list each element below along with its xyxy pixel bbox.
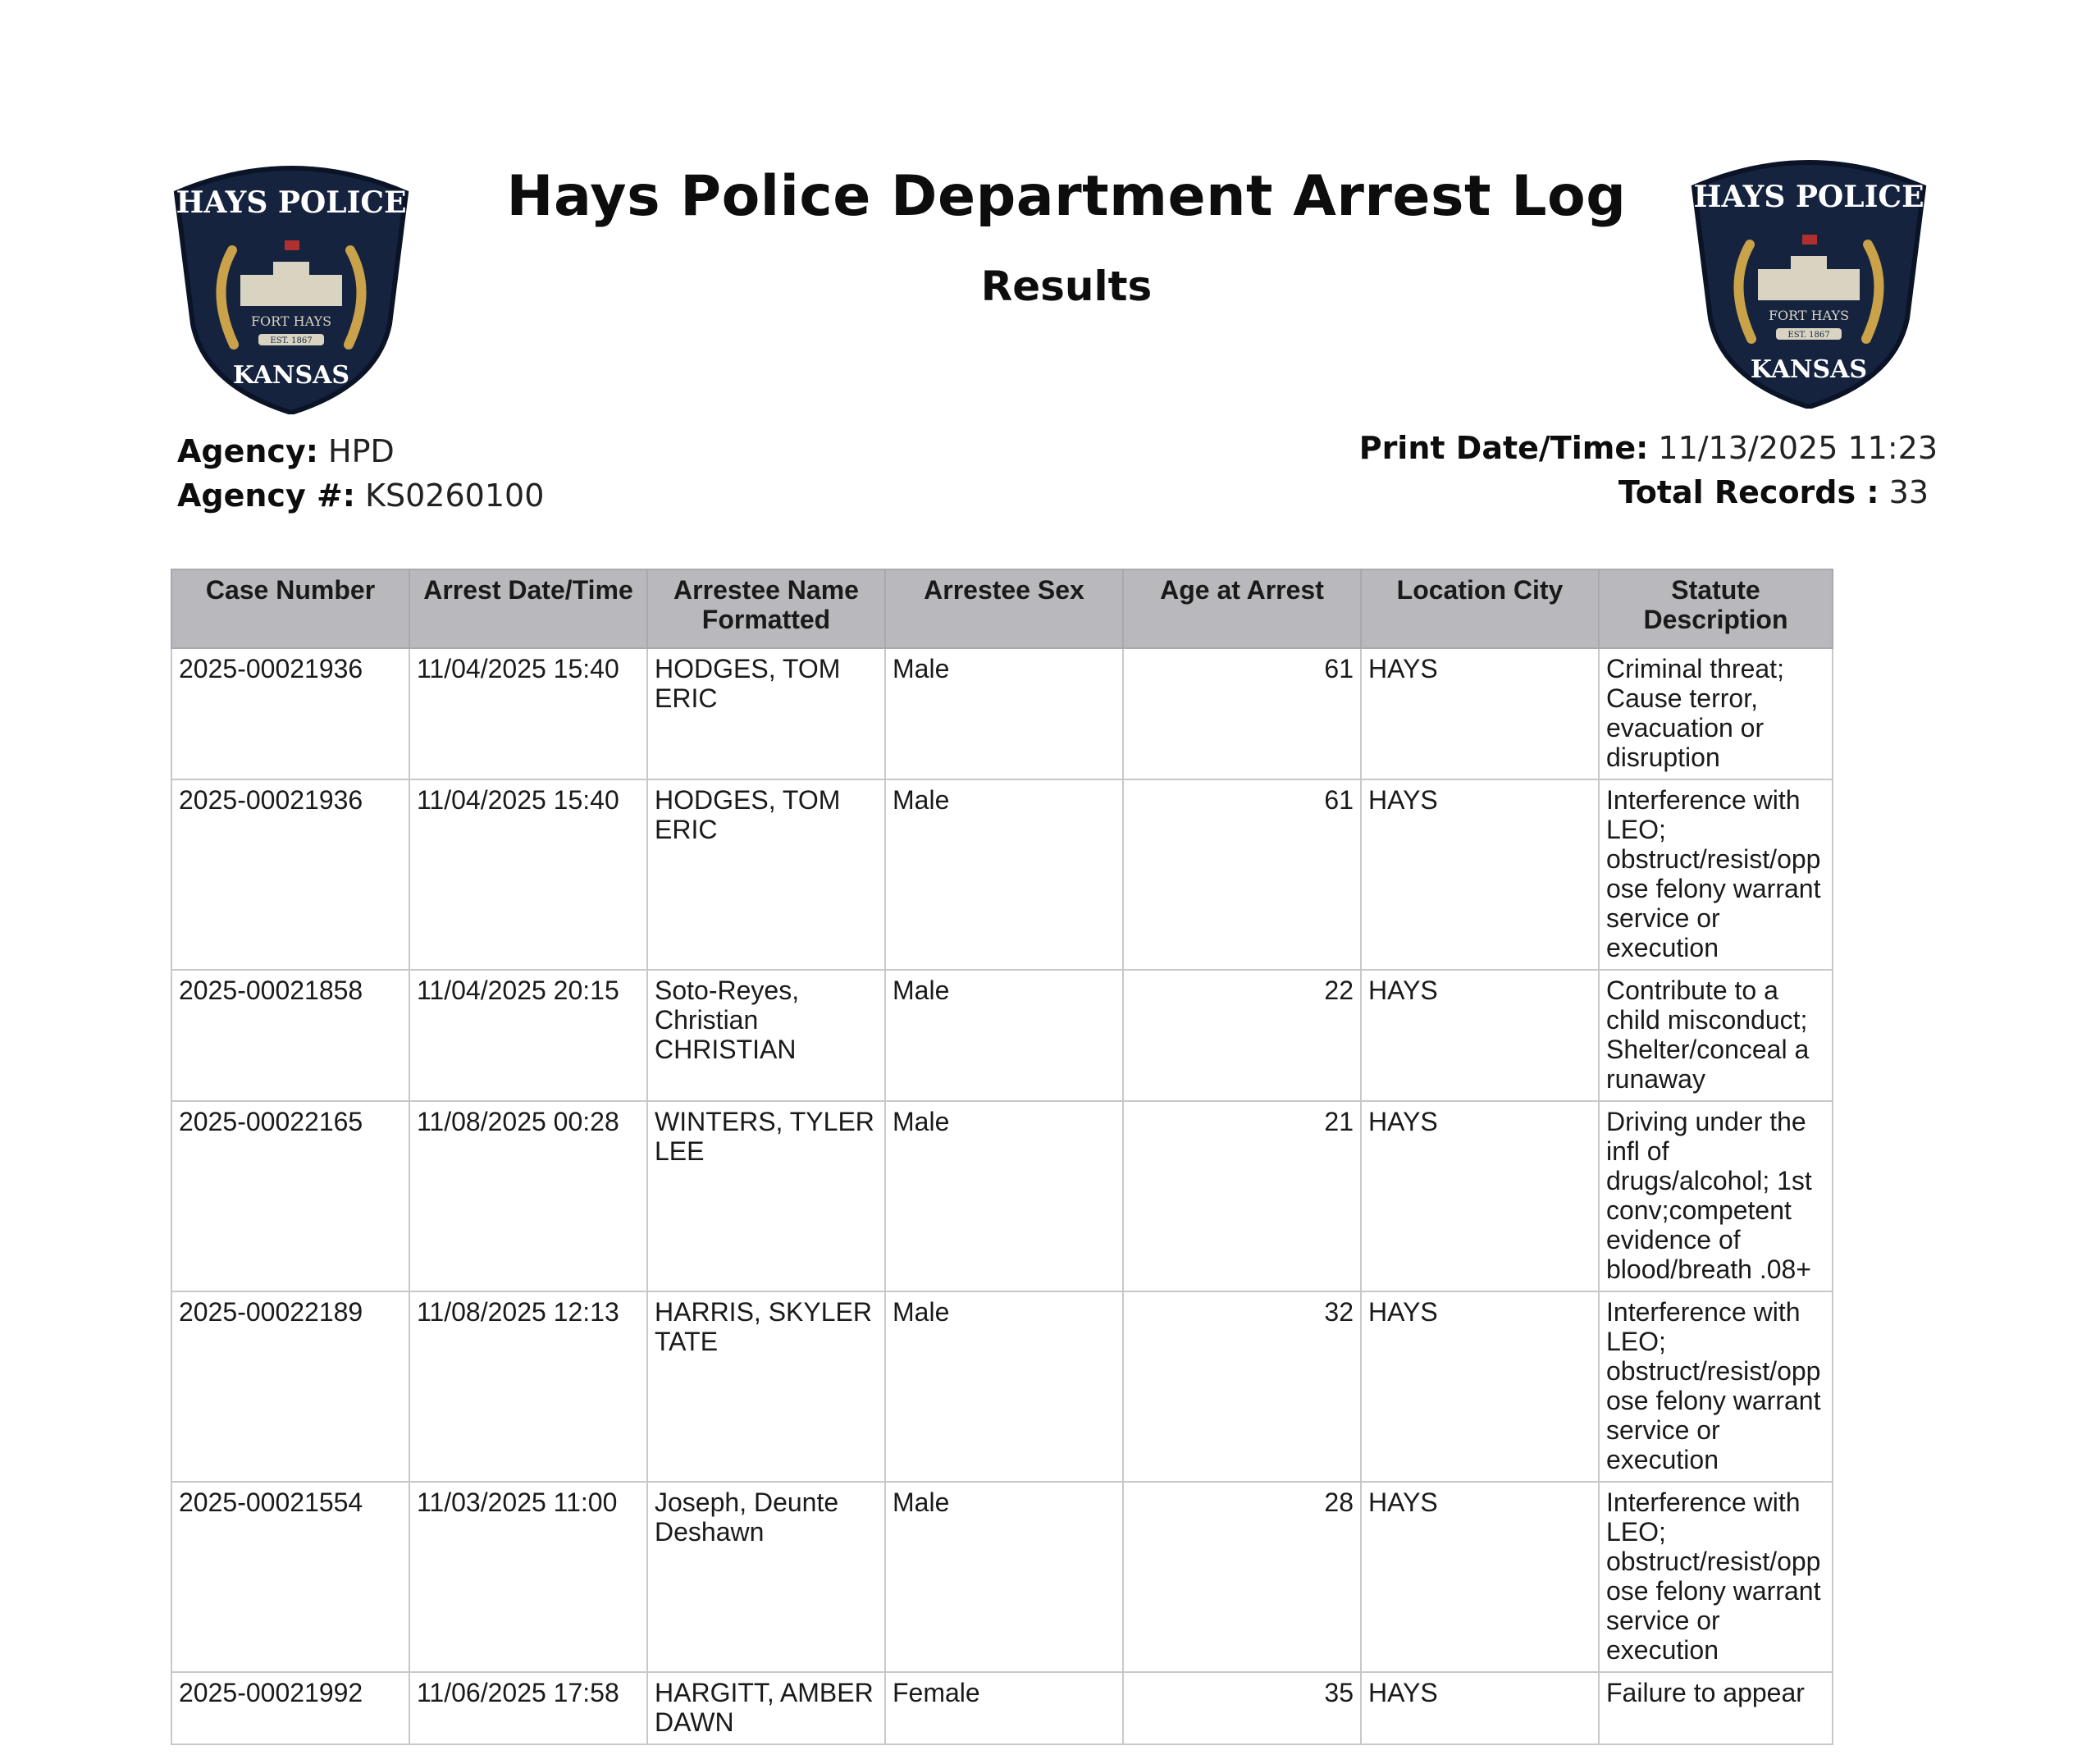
police-badge-logo bbox=[1686, 146, 1932, 409]
agency-number-line bbox=[177, 478, 544, 514]
arrestee-name-cell: HODGES, TOM ERIC bbox=[647, 779, 885, 970]
badge-top-text: HAYS POLICE bbox=[176, 185, 407, 220]
table-row bbox=[171, 648, 1833, 779]
arrest-datetime-cell: 11/06/2025 17:58 bbox=[409, 1672, 647, 1744]
arrestee-sex-cell: Male bbox=[885, 779, 1123, 970]
case-number-cell: 2025-00022189 bbox=[171, 1291, 409, 1482]
total-records-value: 33 bbox=[1888, 474, 1929, 510]
badge-bottom-text: KANSAS bbox=[1750, 355, 1868, 384]
location-city-cell: HAYS bbox=[1361, 779, 1599, 970]
location-city-cell: HAYS bbox=[1361, 1482, 1599, 1672]
arrest-log-table bbox=[171, 569, 1833, 1745]
table-row bbox=[171, 970, 1833, 1101]
arrestee-sex-cell: Male bbox=[885, 970, 1123, 1101]
agency-number-value: KS0260100 bbox=[365, 478, 545, 514]
page-title: Hays Police Department Arrest Log bbox=[506, 164, 1627, 229]
case-number-cell: 2025-00021554 bbox=[171, 1482, 409, 1672]
case-number-cell: 2025-00021936 bbox=[171, 779, 409, 970]
badge-est-text: EST. 1867 bbox=[1787, 331, 1830, 340]
statute-description-cell: Interference with LEO; obstruct/resist/oppose felony warrant service or execution bbox=[1599, 1291, 1833, 1482]
arrestee-name-cell: HODGES, TOM ERIC bbox=[647, 648, 885, 779]
case-number-cell: 2025-00021936 bbox=[171, 648, 409, 779]
arrest-datetime-cell: 11/04/2025 15:40 bbox=[409, 779, 647, 970]
arrest-datetime-cell: 11/08/2025 00:28 bbox=[409, 1101, 647, 1291]
statute-description-cell: Driving under the infl of drugs/alcohol; 1st conv;competent evidence of blood/breath .08+ bbox=[1599, 1101, 1833, 1291]
column-header-case-number: Case Number bbox=[171, 569, 409, 648]
arrestee-name-cell: WINTERS, TYLER LEE bbox=[647, 1101, 885, 1291]
location-city-cell: HAYS bbox=[1361, 1101, 1599, 1291]
column-header-statute-description: Statute Description bbox=[1599, 569, 1833, 648]
age-cell: 61 bbox=[1123, 648, 1361, 779]
age-cell: 35 bbox=[1123, 1672, 1361, 1744]
statute-description-cell: Contribute to a child misconduct; Shelter/conceal a runaway bbox=[1599, 970, 1833, 1101]
print-datetime-value: 11/13/2025 11:23 bbox=[1658, 430, 1938, 466]
badge-middle-text: FORT HAYS bbox=[250, 313, 332, 329]
print-datetime-label: Print Date/Time: bbox=[1358, 430, 1649, 466]
badge-middle-text: FORT HAYS bbox=[1768, 308, 1850, 323]
column-header-arrest-datetime: Arrest Date/Time bbox=[409, 569, 647, 648]
column-header-age-at-arrest: Age at Arrest bbox=[1123, 569, 1361, 648]
arrestee-sex-cell: Male bbox=[885, 1101, 1123, 1291]
badge-est-text: EST. 1867 bbox=[270, 336, 313, 345]
statute-description-cell: Interference with LEO; obstruct/resist/oppose felony warrant service or execution bbox=[1599, 779, 1833, 970]
age-cell: 32 bbox=[1123, 1291, 1361, 1482]
table-row bbox=[171, 779, 1833, 970]
column-header-arrestee-sex: Arrestee Sex bbox=[885, 569, 1123, 648]
agency-number-label: Agency #: bbox=[177, 478, 355, 514]
column-header-arrestee-name: Arrestee Name Formatted bbox=[647, 569, 885, 648]
flag-icon bbox=[1802, 235, 1817, 244]
column-header-location-city: Location City bbox=[1361, 569, 1599, 648]
arrestee-name-cell: Soto-Reyes, Christian CHRISTIAN bbox=[647, 970, 885, 1101]
total-records-line bbox=[1618, 474, 1929, 510]
location-city-cell: HAYS bbox=[1361, 1672, 1599, 1744]
table-row bbox=[171, 1101, 1833, 1291]
statute-description-cell: Criminal threat; Cause terror, evacuation or disruption bbox=[1599, 648, 1833, 779]
age-cell: 28 bbox=[1123, 1482, 1361, 1672]
fort-building-icon bbox=[240, 275, 342, 306]
police-badge-logo bbox=[168, 152, 414, 414]
page-subtitle: Results bbox=[980, 263, 1153, 310]
arrestee-sex-cell: Male bbox=[885, 648, 1123, 779]
arrest-datetime-cell: 11/03/2025 11:00 bbox=[409, 1482, 647, 1672]
arrestee-name-cell: HARGITT, AMBER DAWN bbox=[647, 1672, 885, 1744]
print-datetime-line bbox=[1359, 430, 1938, 466]
statute-description-cell: Interference with LEO; obstruct/resist/oppose felony warrant service or execution bbox=[1599, 1482, 1833, 1672]
agency-value: HPD bbox=[328, 433, 395, 469]
age-cell: 21 bbox=[1123, 1101, 1361, 1291]
arrest-datetime-cell: 11/08/2025 12:13 bbox=[409, 1291, 647, 1482]
case-number-cell: 2025-00022165 bbox=[171, 1101, 409, 1291]
total-records-label: Total Records : bbox=[1618, 474, 1879, 510]
arrestee-sex-cell: Male bbox=[885, 1291, 1123, 1482]
agency-line bbox=[177, 433, 395, 469]
arrestee-sex-cell: Male bbox=[885, 1482, 1123, 1672]
table-header-row bbox=[171, 569, 1833, 648]
location-city-cell: HAYS bbox=[1361, 1291, 1599, 1482]
arrestee-name-cell: HARRIS, SKYLER TATE bbox=[647, 1291, 885, 1482]
table-row bbox=[171, 1672, 1833, 1744]
table-row bbox=[171, 1291, 1833, 1482]
flag-icon bbox=[285, 240, 299, 250]
age-cell: 61 bbox=[1123, 779, 1361, 970]
agency-label: Agency: bbox=[177, 433, 318, 469]
arrestee-name-cell: Joseph, Deunte Deshawn bbox=[647, 1482, 885, 1672]
arrest-datetime-cell: 11/04/2025 20:15 bbox=[409, 970, 647, 1101]
case-number-cell: 2025-00021858 bbox=[171, 970, 409, 1101]
arrest-datetime-cell: 11/04/2025 15:40 bbox=[409, 648, 647, 779]
badge-bottom-text: KANSAS bbox=[232, 361, 350, 390]
case-number-cell: 2025-00021992 bbox=[171, 1672, 409, 1744]
arrestee-sex-cell: Female bbox=[885, 1672, 1123, 1744]
fort-building-icon bbox=[1758, 269, 1860, 300]
location-city-cell: HAYS bbox=[1361, 970, 1599, 1101]
location-city-cell: HAYS bbox=[1361, 648, 1599, 779]
age-cell: 22 bbox=[1123, 970, 1361, 1101]
badge-top-text: HAYS POLICE bbox=[1693, 180, 1924, 214]
table-row bbox=[171, 1482, 1833, 1672]
statute-description-cell: Failure to appear bbox=[1599, 1672, 1833, 1744]
